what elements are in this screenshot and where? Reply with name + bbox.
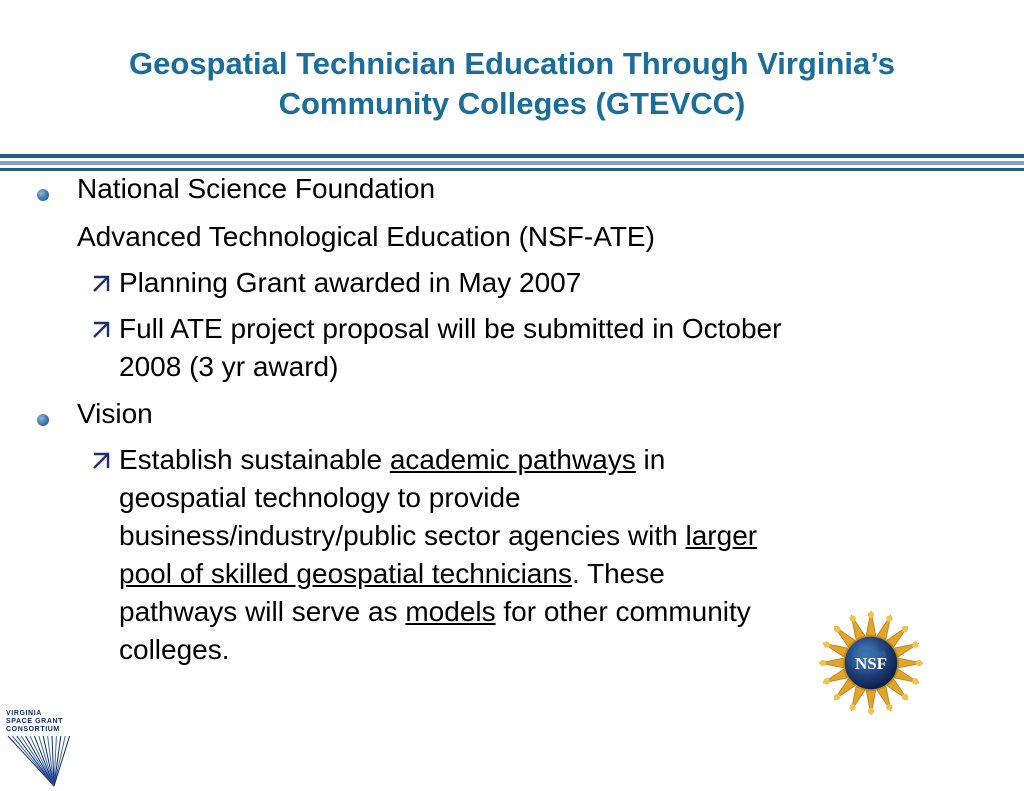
vision-text-line-1	[119, 441, 959, 479]
slide-title-line-2: Community Colleges (GTEVCC)	[278, 86, 746, 121]
vision-text-5a: pathways will serve as	[119, 596, 406, 627]
nsf-sun-ray-tip	[849, 704, 855, 710]
round-bullet-icon	[37, 414, 49, 426]
nsf-logo	[816, 608, 926, 718]
nsf-sun-ray-tip	[868, 612, 874, 618]
round-bullet-icon	[37, 189, 49, 201]
sub-bullet-full-proposal-line-2: 2008 (3 yr award)	[119, 351, 339, 382]
slide-title-line-1: Geospatial Technician Education Through Virginia’s	[129, 46, 895, 81]
vsgc-fan-mark-icon	[6, 734, 72, 788]
sub-bullet-full-proposal-line-1: Full ATE project proposal will be submitted in October	[119, 313, 782, 344]
vision-text-line-3	[119, 517, 959, 555]
nsf-sun-ray-tip	[912, 641, 918, 647]
nsf-sun-ray-tip	[902, 626, 908, 632]
vsgc-fan-lines	[8, 736, 70, 786]
nsf-sun-ray-tip	[849, 615, 855, 621]
nsf-sun-ray-tip	[868, 708, 874, 714]
sub-bullet-planning-grant: Planning Grant awarded in May 2007	[119, 267, 582, 298]
nsf-logo-text: NSF	[854, 654, 888, 673]
nsf-sun-ray-tip	[820, 660, 826, 666]
nsf-sun-ray-tip	[916, 660, 922, 666]
vision-text-line-2: geospatial technology to provide	[119, 482, 521, 513]
vsgc-fan-line	[8, 736, 54, 786]
bullet-vision: Vision	[77, 398, 153, 429]
vsgc-logo	[6, 710, 72, 790]
models-emphasis: models	[405, 596, 496, 627]
nsf-sun-ray-tip	[886, 704, 892, 710]
nsf-sun-ray-tip	[834, 694, 840, 700]
vsgc-logo-line-3: CONSORTIUM	[6, 726, 60, 733]
vision-text-1b: in	[635, 444, 666, 475]
nsf-sun-ray-tip	[902, 694, 908, 700]
vsgc-fan-line	[39, 736, 54, 786]
vision-text-line-6: colleges.	[119, 634, 230, 665]
vsgc-logo-line-2: SPACE GRANT	[6, 718, 64, 725]
northeast-arrow-icon	[90, 317, 114, 341]
nsf-sun-ray-tip	[886, 615, 892, 621]
nsf-sun-ray-tip	[834, 626, 840, 632]
northeast-arrow-icon	[90, 271, 114, 295]
title-divider-light	[0, 161, 1024, 165]
nsf-sun-ray-tip	[823, 641, 829, 647]
vision-text-1a: Establish sustainable	[119, 444, 390, 475]
slide-title	[40, 44, 984, 124]
vision-text-4b: . These	[571, 558, 665, 589]
larger-emphasis: larger	[685, 520, 758, 551]
northeast-arrow-icon	[90, 448, 114, 472]
bullet-nsf-line-1: National Science Foundation	[77, 173, 436, 204]
academic-pathways-emphasis: academic pathways	[389, 444, 636, 475]
skilled-technicians-emphasis: pool of skilled geospatial technicians	[119, 558, 572, 589]
vsgc-fan-line	[26, 736, 54, 786]
bullet-nsf-line-2: Advanced Technological Education (NSF-ATE)	[77, 221, 655, 252]
vision-text-line-4	[119, 555, 959, 593]
vision-text-5b: for other community	[495, 596, 751, 627]
vsgc-logo-text	[6, 710, 72, 734]
nsf-sun-ray-tip	[912, 678, 918, 684]
vsgc-logo-line-1: VIRGINIA	[6, 710, 42, 717]
title-divider-dark-top	[0, 154, 1024, 158]
nsf-sun-ray-tip	[823, 678, 829, 684]
vision-text-3a: business/industry/public sector agencies with	[119, 520, 686, 551]
